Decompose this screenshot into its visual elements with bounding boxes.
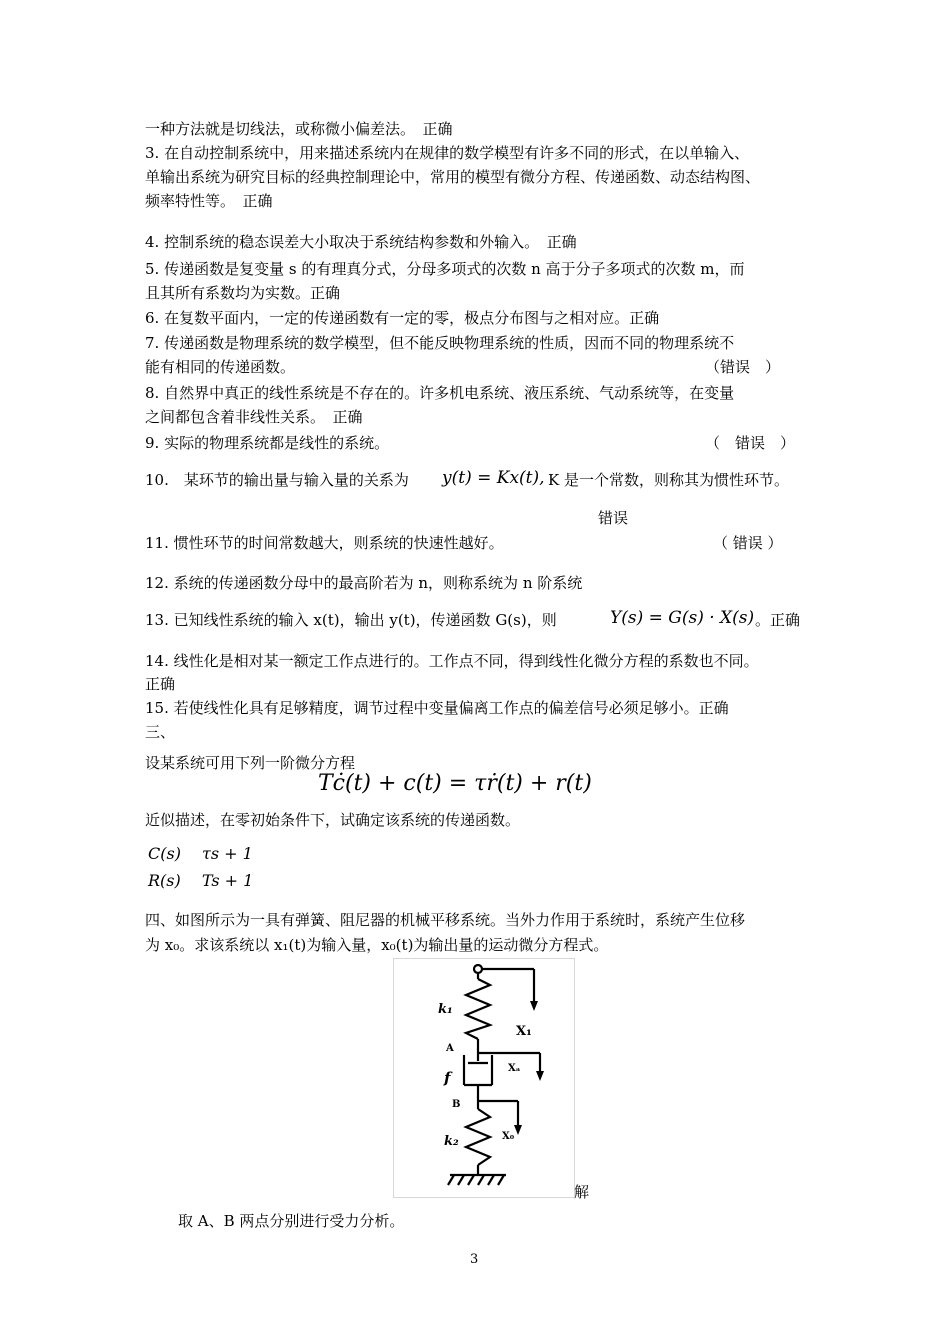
transfer-function [148, 843, 258, 893]
label-x0: X₀ [502, 1131, 515, 1142]
page-number: 3 [470, 1252, 479, 1267]
question-4: 4. 控制系统的稳态误差大小取决于系统结构参数和外输入。 正确 [145, 233, 577, 251]
question-8: 8. 自然界中真正的线性系统是不存在的。许多机电系统、液压系统、气动系统等，在变量 [145, 384, 735, 402]
spring-damper-diagram [394, 959, 574, 1197]
text-line: 近似描述，在零初始条件下，试确定该系统的传递函数。 [145, 811, 521, 829]
label-f: f [444, 1069, 451, 1087]
question-7: 7. 传递函数是物理系统的数学模型，但不能反映物理系统的性质，因而不同的物理系统不 [145, 334, 735, 352]
text-line: 频率特性等。 正确 [145, 192, 273, 210]
label-k2: k₂ [444, 1134, 459, 1149]
question-15: 15. 若使线性化具有足够精度，调节过程中变量偏离工作点的偏差信号必须足够小。正确 [145, 699, 729, 717]
solution-label: 解 [574, 1183, 590, 1201]
label-a: A [446, 1043, 454, 1054]
fraction-numerator: C(s) τs + 1 [148, 844, 253, 863]
text-line: 设某系统可用下列一阶微分方程 [145, 754, 356, 772]
text-line: 且其所有系数均为实数。正确 [145, 284, 341, 302]
label-x1: X₁ [516, 1024, 532, 1039]
question-13: 13. 已知线性系统的输入 x(t)，输出 y(t)，传递函数 G(s)，则 [145, 611, 557, 629]
question-5: 5. 传递函数是复变量 s 的有理真分式，分母多项式的次数 n 高于分子多项式的次数 m，而 [145, 260, 745, 278]
answer-label: （错误 ） [705, 358, 781, 376]
text-line: K 是一个常数，则称其为惯性环节。 [548, 471, 789, 489]
question-12: 12. 系统的传递函数分母中的最高阶若为 n，则称系统为 n 阶系统 [145, 574, 583, 592]
question-11: 11. 惯性环节的时间常数越大，则系统的快速性越好。 [145, 534, 504, 552]
text-line: 之间都包含着非线性关系。 正确 [145, 408, 363, 426]
math-expression: Y(s) = G(s) · X(s) [610, 608, 755, 628]
differential-equation: Tċ(t) + c(t) = τṙ(t) + r(t) [318, 771, 592, 796]
text-line: 能有相同的传递函数。 [145, 358, 296, 376]
label-xa: Xₐ [508, 1063, 521, 1074]
text-line: 一种方法就是切线法，或称微小偏差法。 正确 [145, 120, 453, 138]
math-expression: y(t) = Kx(t), [442, 468, 545, 488]
question-14: 14. 线性化是相对某一额定工作点进行的。工作点不同，得到线性化微分方程的系数也不同。 [145, 652, 759, 670]
question-9: 9. 实际的物理系统都是线性的系统。 [145, 434, 390, 452]
section-heading: 四、如图所示为一具有弹簧、阻尼器的机械平移系统。当外力作用于系统时，系统产生位移 [145, 911, 746, 929]
question-10: 10. 某环节的输出量与输入量的关系为 [145, 471, 409, 489]
text-line: 单输出系统为研究目标的经典控制理论中，常用的模型有微分方程、传递函数、动态结构图、 [145, 168, 761, 186]
label-b: B [452, 1099, 461, 1110]
label-k1: k₁ [438, 1002, 453, 1017]
text-line: 正确 [145, 675, 176, 693]
question-6: 6. 在复数平面内，一定的传递函数有一定的零，极点分布图与之相对应。正确 [145, 309, 660, 327]
text-line: 取 A、B 两点分别进行受力分析。 [178, 1212, 405, 1230]
question-3: 3. 在自动控制系统中，用来描述系统内在规律的数学模型有许多不同的形式，在以单输入、 [145, 144, 750, 162]
section-heading: 三、 [145, 723, 176, 741]
fraction-denominator: R(s) Ts + 1 [148, 871, 254, 890]
answer-label: （ 错误 ） [713, 534, 783, 552]
answer-label: 错误 [598, 509, 629, 527]
answer-label: （ 错误 ） [705, 434, 796, 452]
text-line: 为 x₀。求该系统以 x₁(t)为输入量，x₀(t)为输出量的运动微分方程式。 [145, 936, 609, 954]
mechanical-system-figure [393, 958, 575, 1198]
text-line: 。正确 [755, 611, 801, 629]
